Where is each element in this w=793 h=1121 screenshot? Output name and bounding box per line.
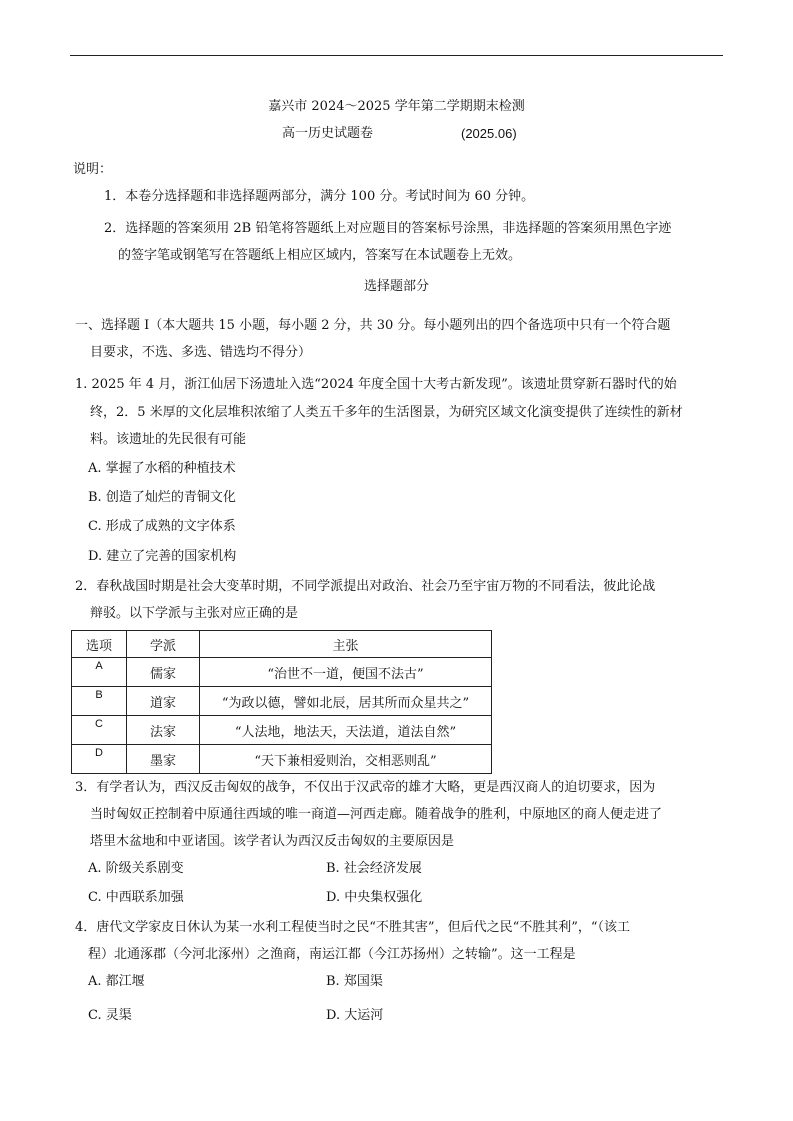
table-cell-option: D [72,745,127,774]
option-d: D. 建立了完善的国家机构 [88,549,237,564]
table-header: 主张 [200,631,492,658]
table-cell-claim: “为政以德，譬如北辰，居其所而众星共之” [200,687,492,716]
table-cell-claim: “人法地，地法天，天法道，道法自然” [200,716,492,745]
table-cell-option: C [72,716,127,745]
table-row [72,716,492,745]
question-text: 程）北通涿郡（今河北涿州）之渔商，南运江都（今江苏扬州）之转输”。这一工程是 [88,947,576,962]
instructions-label: 说明： [73,162,113,177]
exam-title: 嘉兴市 2024～2025 学年第二学期期末检测 [268,99,525,114]
question-text: 当时匈奴正控制着中原通往西域的唯一商道—河西走廊。随着战争的胜利，中原地区的商人便走进了 [90,807,663,822]
instruction-item: 2．选择题的答案须用 2B 铅笔将答题纸上对应题目的答案标号涂黑，非选择题的答案须用黑色字迹 [104,221,672,236]
question-text: 终，2．5 米厚的文化层堆积浓缩了人类五千多年的生活图景，为研究区域文化演变提供了连续性的新材 [90,405,683,420]
option-a: A. 都江堰 [88,974,145,989]
question-text: 料。该遗址的先民很有可能 [90,432,247,447]
instruction-item: 的签字笔或钢笔写在答题纸上相应区域内，答案写在本试题卷上无效。 [118,248,522,263]
section-title: 选择题部分 [363,279,429,294]
option-c: C. 灵渠 [88,1008,132,1023]
option-a: A. 掌握了水稻的种植技术 [88,461,236,476]
option-c: C. 形成了成熟的文字体系 [88,519,236,534]
option-a: A. 阶级关系剧变 [88,861,184,876]
table-header-row [72,631,492,658]
part-heading: 一、选择题 Ⅰ（本大题共 15 小题，每小题 2 分，共 30 分。每小题列出的四个备选项中只有一个符合题 [75,318,671,333]
part-heading-cont: 目要求，不选、多选、错选均不得分） [90,345,312,360]
question-text: 塔里木盆地和中亚诸国。该学者认为西汉反击匈奴的主要原因是 [90,834,455,849]
question-text: 3．有学者认为，西汉反击匈奴的战争，不仅出于汉武帝的雄才大略，更是西汉商人的迫切要求，因为 [75,780,656,795]
table-cell-claim: “天下兼相爱则治，交相恶则乱” [200,745,492,774]
option-c: C. 中西联系加强 [88,890,184,905]
table-cell-option: B [72,687,127,716]
exam-subtitle: 高一历史试题卷 [282,126,374,141]
table-header: 选项 [72,631,127,658]
question-text: 辩驳。以下学派与主张对应正确的是 [90,606,299,621]
table-cell-school: 儒家 [127,658,200,687]
table-row [72,687,492,716]
option-d: D. 大运河 [326,1008,384,1023]
exam-date: (2025.06) [461,126,517,141]
table-cell-school: 道家 [127,687,200,716]
table-row [72,745,492,774]
option-b: B. 郑国渠 [326,974,383,989]
instruction-item: 1．本卷分选择题和非选择题两部分，满分 100 分。考试时间为 60 分钟。 [104,189,535,204]
option-b: B. 创造了灿烂的青铜文化 [88,490,236,505]
question-text: 2．春秋战国时期是社会大变革时期，不同学派提出对政治、社会乃至宇宙万物的不同看法，彼此论战 [75,579,656,594]
table-cell-school: 法家 [127,716,200,745]
header-rule [70,55,723,56]
question-text: 4．唐代文学家皮日休认为某一水利工程使当时之民“不胜其害”，但后代之民“不胜其利”，“（该工 [75,920,631,935]
table-header: 学派 [127,631,200,658]
option-b: B. 社会经济发展 [326,861,422,876]
table-cell-claim: “治世不一道，便国不法古” [200,658,492,687]
table-row [72,658,492,687]
option-d: D. 中央集权强化 [326,890,423,905]
table-cell-option: A [72,658,127,687]
table-cell-school: 墨家 [127,745,200,774]
school-claims-table [71,630,492,774]
question-text: 1. 2025 年 4 月，浙江仙居下汤遗址入选“2024 年度全国十大考古新发现”。该遗址贯穿新石器时代的始 [75,377,677,392]
